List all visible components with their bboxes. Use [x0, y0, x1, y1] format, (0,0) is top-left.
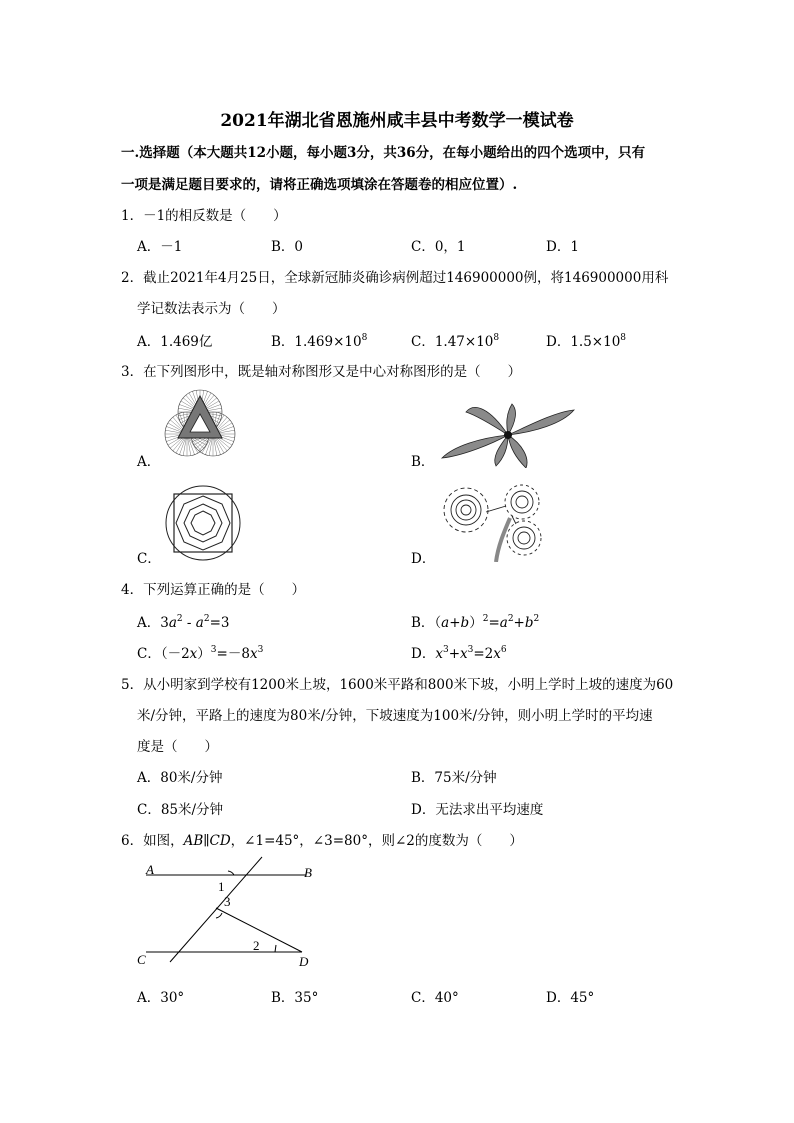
q3-label-d: D．	[411, 551, 436, 567]
page-title: 2021年湖北省恩施州咸丰县中考数学一模试卷	[220, 111, 574, 131]
q5-stem-line2: 米/分钟，平路上的速度为80米/分钟，下坡速度为100米/分钟，则小明上学时的平均速	[137, 708, 653, 724]
q3-figure-b	[438, 402, 578, 468]
q6-option-c: C．40°	[411, 990, 459, 1006]
q6-option-b: B．35°	[271, 990, 319, 1006]
q4-option-a: A．$3a^2 - a^2=3$	[137, 614, 230, 631]
q4-stem: 4．下列运算正确的是（ ）	[121, 582, 306, 598]
q3-figure-d	[438, 482, 548, 562]
q3-label-b: B．	[411, 454, 435, 470]
q5-option-d: D．无法求出平均速度	[411, 802, 544, 818]
q3-stem: 3．在下列图形中，既是轴对称图形又是中心对称图形的是（ ）	[121, 364, 522, 380]
q6-angle-2: 2	[253, 938, 260, 953]
q2-option-d: D．$1.5\times 10^8$	[546, 333, 627, 350]
q5-option-b: B．75米/分钟	[411, 770, 497, 786]
q4-option-b: B．$(a+b)^2=a^2+b^2$	[411, 614, 540, 631]
q5-option-a: A．80米/分钟	[137, 770, 223, 786]
section-heading-line1: 一.选择题（本大题共12小题，每小题3分，共36分，在每小题给出的四个选项中，只有	[121, 145, 646, 161]
q5-stem-line1: 5．从小明家到学校有1200米上坡，1600米平路和800米下坡，小明上学时上坡的速度为60	[121, 677, 674, 693]
q6-option-d: D．45°	[546, 990, 595, 1006]
q6-label-a: A	[146, 862, 154, 877]
q1-option-c: C．0，1	[411, 239, 466, 255]
q6-figure	[134, 856, 324, 974]
q5-stem-line3: 度是（ ）	[137, 739, 218, 755]
section-heading-line2: 一项是满足题目要求的，请将正确选项填涂在答题卷的相应位置）.	[121, 177, 518, 193]
q1-stem: 1．－1的相反数是（ ）	[121, 208, 287, 224]
q3-label-c: C．	[137, 551, 161, 567]
q4-option-d: D．$x^3+x^3=2x^6$	[411, 645, 507, 662]
q6-label-d: D	[299, 954, 309, 969]
q2-stem-line2: 学记数法表示为（ ）	[137, 301, 286, 317]
q5-option-c: C．85米/分钟	[137, 802, 224, 818]
q6-angle-3: 3	[224, 894, 231, 909]
q3-figure-a	[160, 388, 240, 466]
q2-stem-line1: 2．截止2021年4月25日，全球新冠肺炎确诊病例超过146900000例，将146900000用科	[121, 270, 669, 286]
q3-figure-c	[164, 484, 242, 562]
q4-option-c: C．$(-2x)^3=-8x^3$	[137, 645, 264, 662]
q2-option-a: A．1.469亿	[137, 334, 213, 350]
q1-option-b: B．0	[271, 239, 304, 255]
q2-option-c: C．$1.47\times 10^8$	[411, 333, 500, 350]
q1-option-a: A．－1	[137, 239, 183, 255]
q1-option-d: D．1	[546, 239, 579, 255]
q2-option-b: B．$1.469\times 10^8$	[271, 333, 368, 350]
q6-label-c: C	[137, 952, 146, 967]
q6-label-b: B	[304, 865, 312, 880]
q6-angle-1: 1	[218, 879, 225, 894]
q6-option-a: A．30°	[137, 990, 185, 1006]
q6-stem: 6．如图，AB∥CD，∠1=45°，∠3=80°，则∠2的度数为（ ）	[121, 833, 523, 849]
q3-label-a: A．	[137, 454, 161, 470]
